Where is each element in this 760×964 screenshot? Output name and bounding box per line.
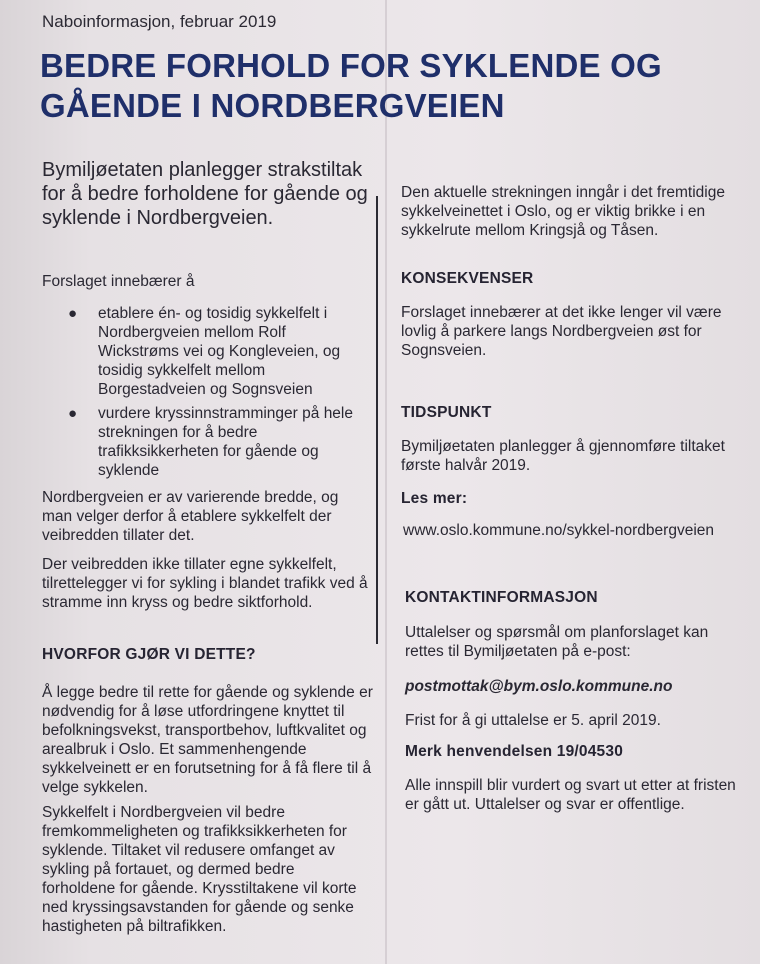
proposal-list: [64, 304, 364, 399]
header-line: Naboinformasjon, februar 2019: [42, 12, 277, 31]
list-item: ● etablere én- og tosidig sykkelfelt i Nordbergveien mellom Rolf Wickstrøms vei og Kongleveien, og tosidig sykkelfelt mellom Borgestadveien og Sognsveien: [68, 305, 341, 398]
bullet-icon: ●: [68, 405, 78, 422]
consequences-heading: KONSEKVENSER: [401, 270, 534, 287]
closing-text: Alle innspill blir vurdert og svart ut etter at fristen er gått ut. Uttalelser og svar er offentlige.: [405, 777, 736, 813]
time-heading: TIDSPUNKT: [401, 404, 492, 421]
column-divider: [376, 196, 378, 644]
list-item: ● vurdere kryssinnstramminger på hele strekningen for å bedre trafikksikkerheten for gående og syklende: [68, 405, 353, 479]
page-title: BEDRE FORHOLD FOR SYKLENDE OG GÅENDE I NORDBERGVEIEN: [40, 47, 662, 124]
read-more-label: Les mer:: [401, 490, 468, 507]
paragraph-width: Nordbergveien er av varierende bredde, og man velger derfor å etablere sykkelfelt der veibredden tillater det.: [42, 489, 339, 544]
reference-number: Merk henvendelsen 19/04530: [405, 743, 624, 760]
deadline-text: Frist for å gi uttalelse er 5. april 2019.: [405, 712, 661, 729]
proposal-list-2: [64, 404, 364, 480]
route-paragraph: Den aktuelle strekningen inngår i det fremtidige sykkelveinettet i Oslo, og er viktig brikke i en sykkelrute mellom Kringsjå og Tåsen.: [401, 184, 725, 239]
why-heading: HVORFOR GJØR VI DETTE?: [42, 646, 256, 663]
paragraph-mixed-traffic: Der veibredden ikke tillater egne sykkelfelt, tilrettelegger vi for sykling i blandet trafikk ved å stramme inn kryss og bedre siktforhold.: [42, 556, 368, 611]
paper-fold: [385, 0, 387, 964]
contact-text: Uttalelser og spørsmål om planforslaget kan rettes til Bymiljøetaten på e-post:: [405, 624, 709, 660]
time-text: Bymiljøetaten planlegger å gjennomføre tiltaket første halvår 2019.: [401, 438, 725, 474]
contact-email[interactable]: postmottak@bym.oslo.kommune.no: [405, 678, 673, 695]
consequences-text: Forslaget innebærer at det ikke lenger vil være lovlig å parkere langs Nordbergveien øst for Sognsveien.: [401, 304, 722, 359]
why-paragraph-2: Sykkelfelt i Nordbergveien vil bedre fremkommeligheten og trafikksikkerheten for syklende. Tiltaket vil redusere omfanget av sykling på fortauet, og dermed bedre forholdene for gående. Krysstiltakene vil korte ned kryssingsavstanden for gående og senke hastigheten på biltrafikken.: [42, 804, 357, 935]
bullet-icon: ●: [68, 305, 78, 322]
intro-text: Bymiljøetaten planlegger strakstiltak for å bedre forholdene for gående og syklende i Nordbergveien.: [42, 159, 368, 229]
why-paragraph-1: Å legge bedre til rette for gående og syklende er nødvendig for å løse utfordringene knyttet til befolkningsvekst, transportbehov, luftkvalitet og arealbruk i Oslo. Et sammenhengende sykkelveinett er en forutsetning for å få flere til å velge sykkelen.: [42, 684, 373, 796]
proposal-intro: Forslaget innebærer å: [42, 273, 195, 290]
read-more-link[interactable]: www.oslo.kommune.no/sykkel-nordbergveien: [403, 522, 715, 539]
contact-heading: KONTAKTINFORMASJON: [405, 589, 598, 606]
